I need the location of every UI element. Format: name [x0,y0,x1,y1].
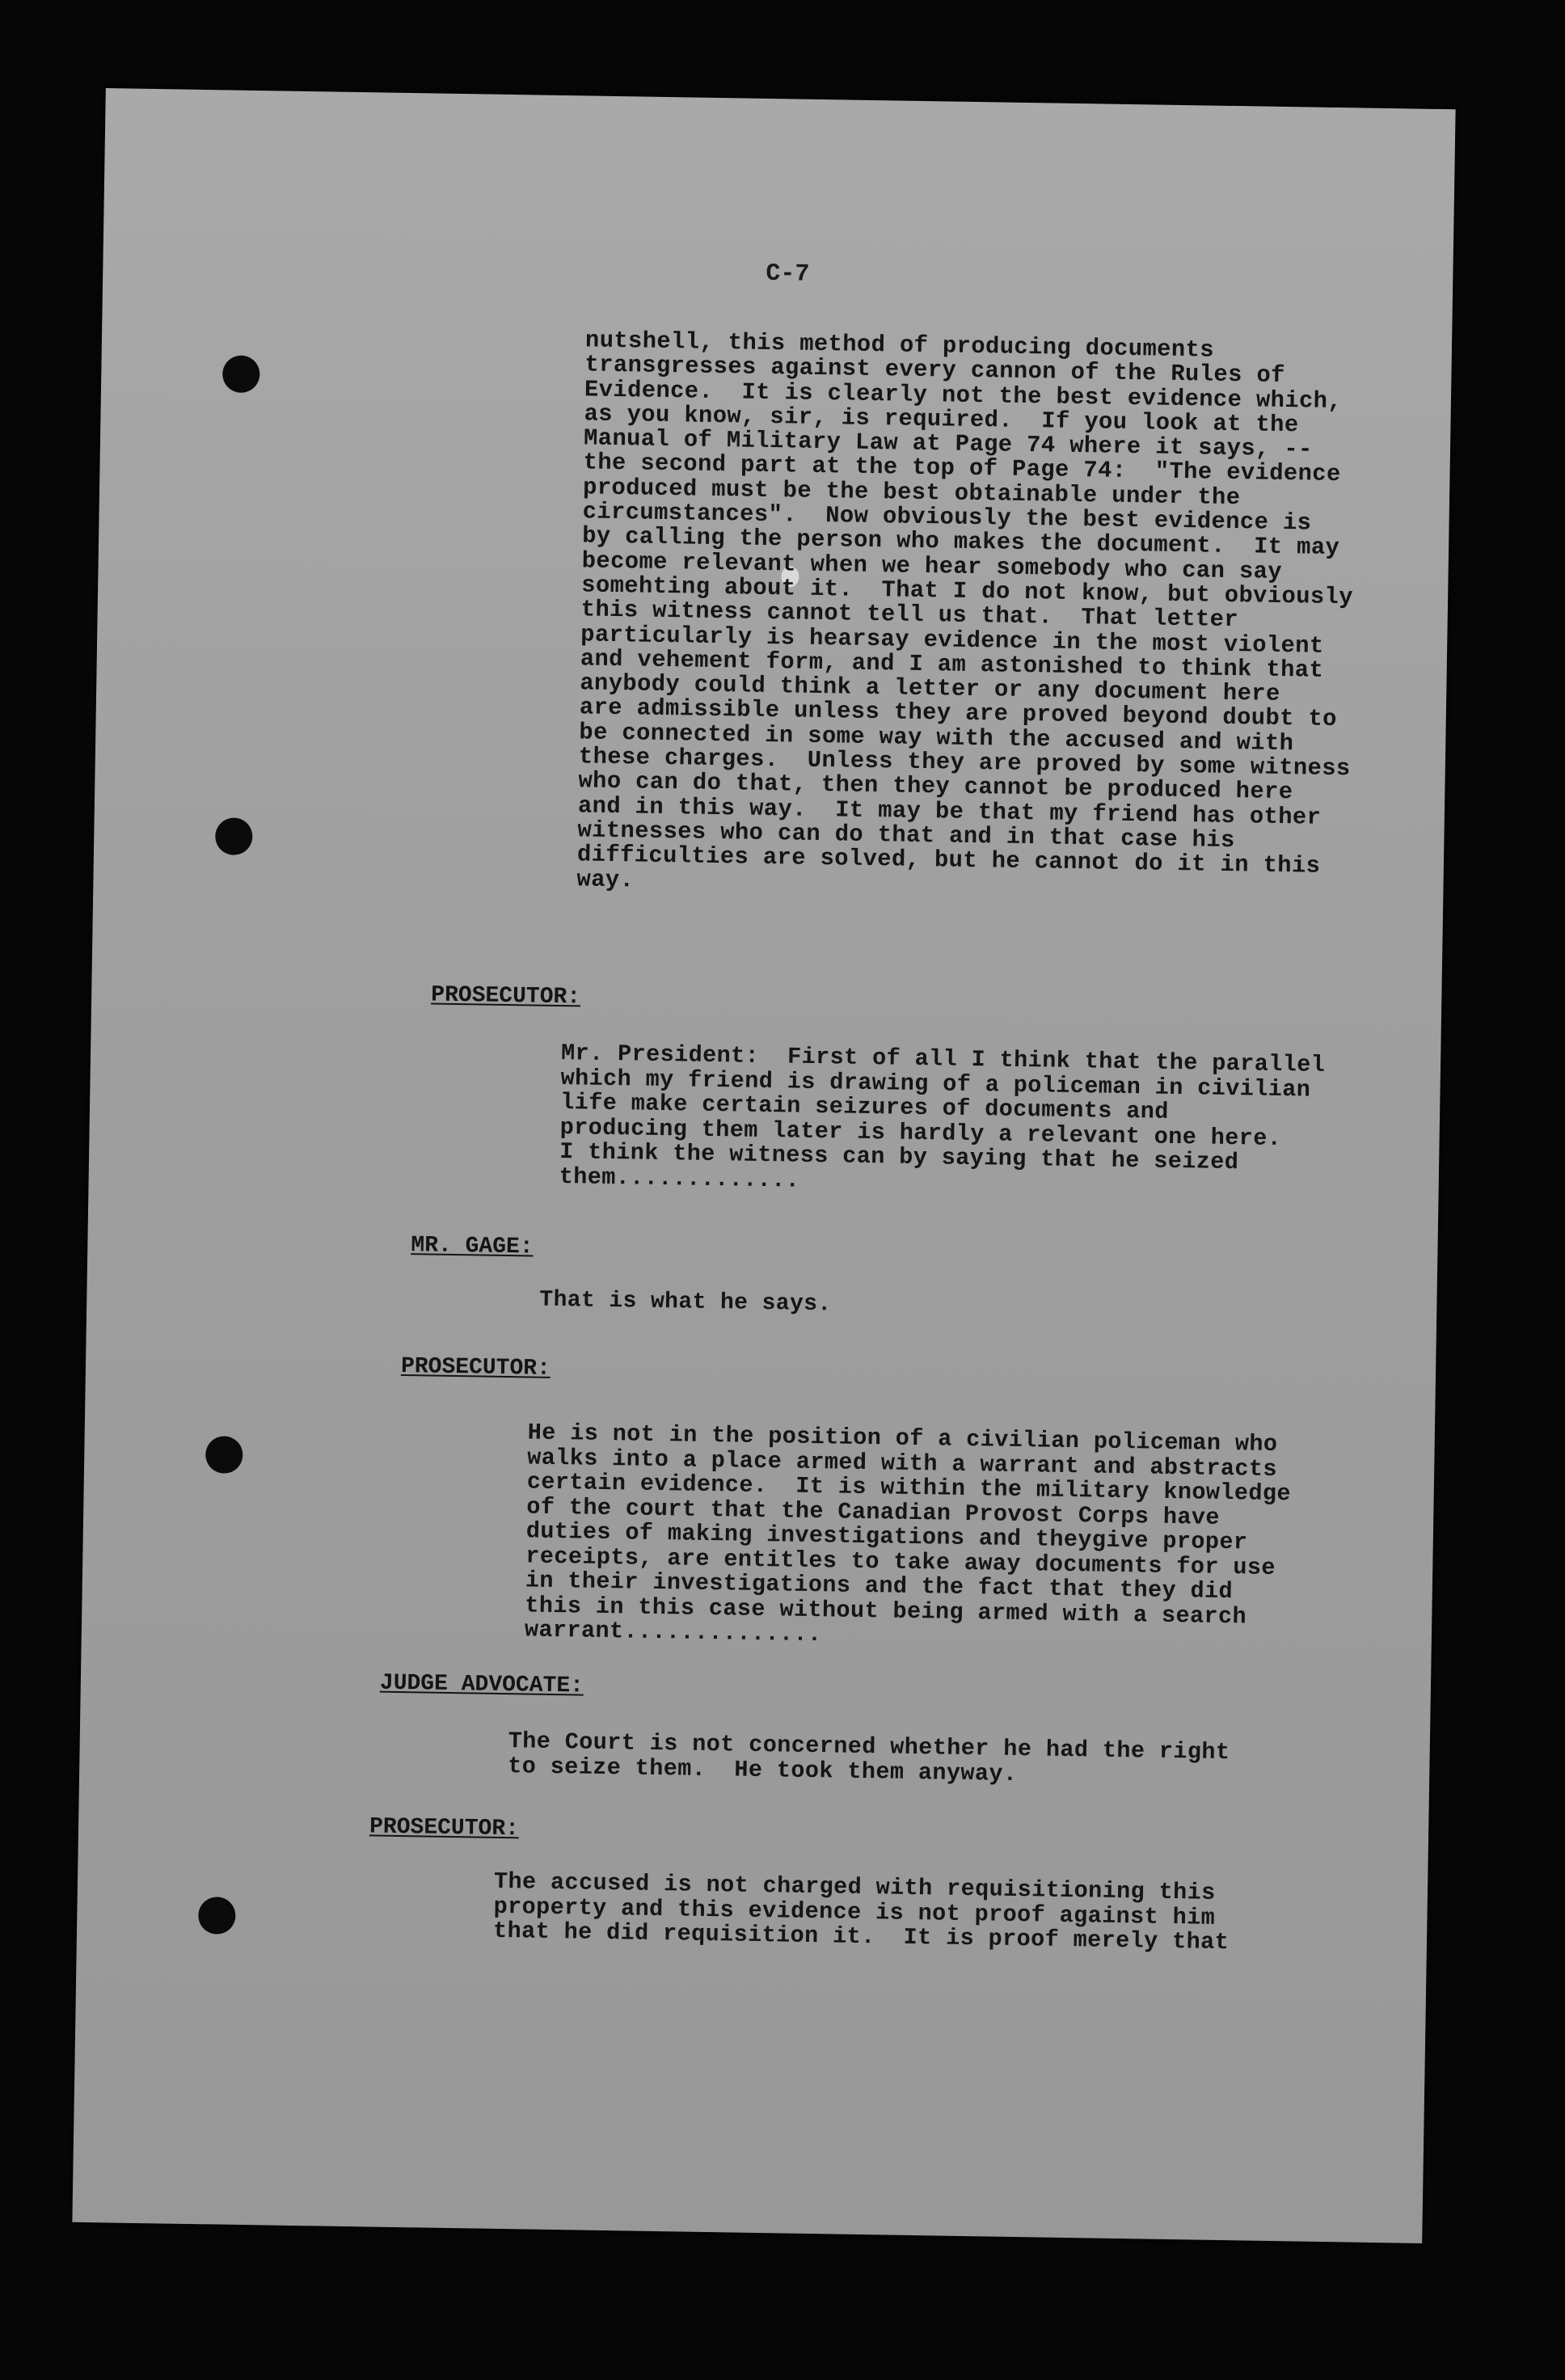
gage-paragraph: That is what he says. [539,1287,832,1318]
prosecutor-provost-paragraph: He is not in the position of a civilian policeman who walks into a place armed with a warrant and abstracts certain evidence. It is within the military knowledge of the court that the Canadian Provost Corps have duties of making investigations and theygive proper receipts, are entitles to take away documents for use in their investigations and the fact that they did this in this case without being armed with a search warrant.............. [524,1419,1292,1648]
document-page [72,88,1455,2243]
punch-hole [198,1897,236,1935]
speaker-prosecutor: PROSECUTOR: [369,1814,520,1842]
objection-paragraph: nutshell, this method of producing documents transgresses against every cannon of the Rules of Evidence. It is clearly not the best evidence which, as you know, sir, is required. If you look at the Manual of Military Law at Page 74 where it says, -- the second part at the top of Page 74: "The evidence produced must be the best obtainable under the circumstances". Now obviously the best evidence is by calling the person who makes the document. It may become relevant when we hear somebody who can say somehting about it. That I do not know, but obviously this witness cannot tell us that. That letter particularly is hearsay evidence in the most violent and vehement form, and I am astonished to think that anybody could think a letter or any document here are admissible unless they are proved beyond doubt to be connected in some way with the accused and with these charges. Unless they are proved by some witness who can do that, then they cannot be produced here and in this way. It may be that my friend has other witnesses who can do that and in that case his difficulties are solved, but he cannot do it in this way. [576,327,1354,893]
judge-advocate-paragraph: The Court is not concerned whether he had the right to seize them. He took them anyway. [508,1728,1230,1787]
speaker-mr-gage: MR. GAGE: [411,1233,534,1260]
speaker-prosecutor: PROSECUTOR: [400,1353,551,1382]
punch-hole [222,355,260,393]
speaker-prosecutor: PROSECUTOR: [431,982,581,1011]
punch-hole [205,1436,243,1474]
prosecutor-reply-paragraph: Mr. President: First of all I think that the parallel which my friend is drawing of a policeman in civilian life make certain seizures of documents and producing them later is hardly a relevant one here. I think the witness can by saying that he seized them............. [559,1040,1326,1194]
prosecutor-requisition-paragraph: The accused is not charged with requisitioning this property and this evidence is not proof against him that he did requisition it. It is proof merely that [492,1867,1230,1956]
page-number: C-7 [766,260,810,289]
punch-hole [215,817,253,855]
speaker-judge-advocate: JUDGE ADVOCATE: [379,1670,584,1699]
